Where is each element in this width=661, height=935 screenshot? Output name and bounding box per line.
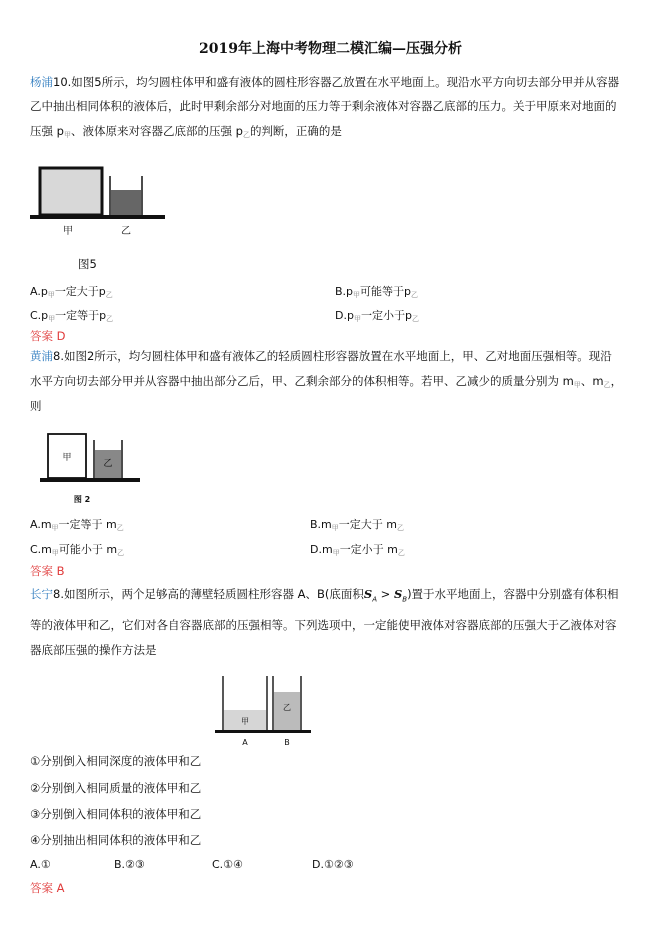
- option-d: D.①②③: [312, 858, 354, 871]
- figure-label-jia: 甲: [241, 717, 249, 726]
- figure-label-yi: 乙: [283, 703, 291, 712]
- option-c: $C.m_甲$可能小于 $m_乙$: [30, 543, 125, 557]
- answer: 答案 B: [30, 564, 65, 578]
- choice-item-3: ③分别倒入相同体积的液体甲和乙: [30, 807, 202, 821]
- figure-2: [40, 428, 140, 510]
- question-1-line-3: 压强 $p_甲$、液体原来对容器乙底部的压强 $p_乙$的判断，正确的是: [30, 124, 342, 139]
- option-a: A.①: [30, 858, 51, 871]
- question-1-line-1: [30, 74, 619, 90]
- page-title: 2019年上海中考物理二模汇编—压强分析: [199, 41, 462, 57]
- figure-caption: 图 2: [73, 495, 91, 504]
- option-b: $B.m_甲$一定大于 $m_乙$: [310, 518, 404, 532]
- region-label: 杨浦: [30, 75, 53, 89]
- choice-item-4: ④分别抽出相同体积的液体甲和乙: [30, 833, 202, 847]
- option-c: $C.p_甲$一定等于$p_乙$: [30, 309, 114, 323]
- answer: 答案 D: [30, 329, 66, 343]
- question-1-line-2: 乙中抽出相同体积的液体后，此时甲剩余部分对地面的压力等于剩余液体对容器乙底部的压力。关于甲原来对地面的: [30, 99, 617, 113]
- choice-item-2: ②分别倒入相同质量的液体甲和乙: [30, 781, 202, 795]
- question-2-line-1: 黄浦8.如图2所示，均匀圆柱体甲和盛有液体乙的轻质圆柱形容器放置在水平地面上，甲、乙对地面压强相等。现沿: [30, 349, 612, 363]
- figure-5: [30, 160, 165, 240]
- question-3-line-1: 长宁8.如图所示，两个足够高的薄壁轻质圆柱形容器 A、B(底面积$S_A > S_B$)置于水平地面上，容器中分别盛有体积相: [30, 587, 619, 604]
- question-3-line-3: 器底部压强的操作方法是: [30, 643, 157, 657]
- question-3-line-2: 等的液体甲和乙，它们对各自容器底部的压强相等。下列选项中，一定能使甲液体对容器底部的压强大于乙液体对容: [30, 618, 617, 632]
- question-text: 10.如图5所示，均匀圆柱体甲和盛有液体的圆柱形容器乙放置在水平地面上。现沿水平方向切去部分甲并从容器: [53, 75, 620, 89]
- figure-label-jia: 甲: [63, 226, 73, 237]
- question-2-line-2: 水平方向切去部分甲并从容器中抽出部分乙后，甲、乙剩余部分的体积相等。若甲、乙减少的质量分别为 $m_甲$、$m_乙$，: [30, 374, 623, 389]
- option-a: $A.m_甲$一定等于 $m_乙$: [30, 518, 124, 532]
- option-d: $D.p_甲$一定小于$p_乙$: [335, 309, 419, 323]
- option-a: $A.p_甲$一定大于$p_乙$: [30, 285, 113, 299]
- figure-label-jia: 甲: [62, 453, 72, 463]
- option-b: B.②③: [114, 858, 145, 871]
- answer: 答案 A: [30, 881, 65, 895]
- figure-label-yi: 乙: [103, 459, 113, 469]
- choice-item-1: ①分别倒入相同深度的液体甲和乙: [30, 754, 202, 768]
- figure-caption: 图5: [78, 257, 97, 271]
- option-b: $B.p_甲$可能等于$p_乙$: [335, 285, 419, 299]
- region-label: 黄浦: [30, 349, 53, 363]
- question-2-line-3: 则: [30, 399, 42, 413]
- option-c: C.①④: [212, 858, 243, 871]
- figure-label-yi: 乙: [121, 226, 131, 237]
- option-d: $D.m_甲$一定小于 $m_乙$: [310, 543, 405, 557]
- figure-label-a: A: [242, 738, 248, 747]
- region-label: 长宁: [30, 587, 53, 601]
- figure-containers-ab: [215, 674, 315, 750]
- figure-label-b: B: [284, 738, 290, 747]
